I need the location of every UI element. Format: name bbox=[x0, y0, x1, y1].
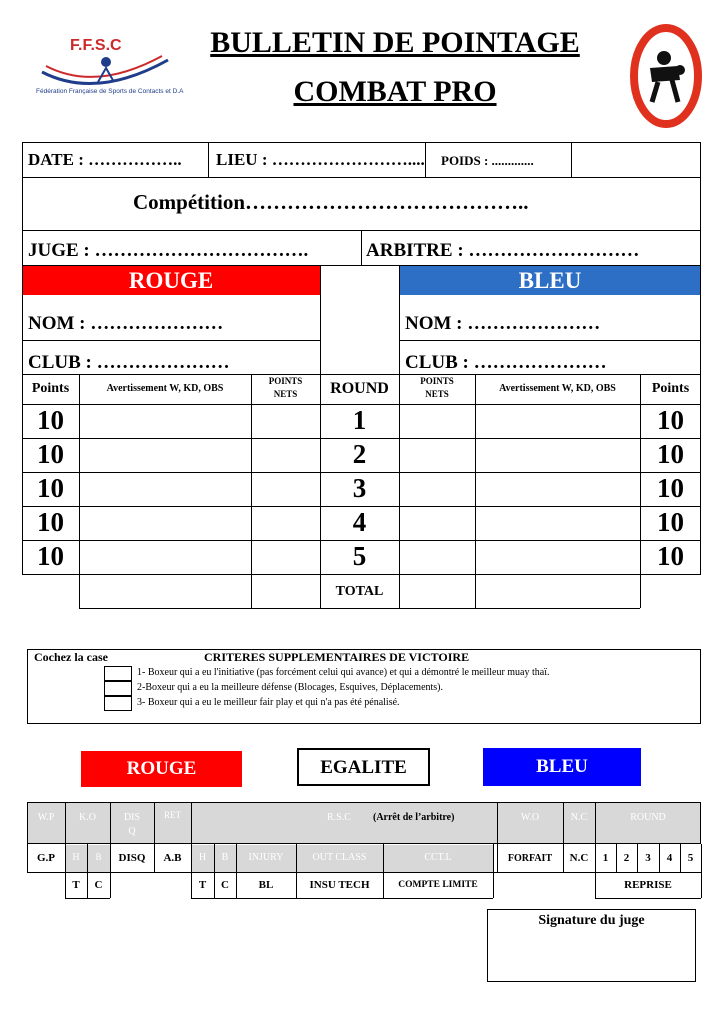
criteria-title: CRITERES SUPPLEMENTAIRES DE VICTOIRE bbox=[204, 650, 470, 664]
red-score-r4[interactable]: 10 bbox=[37, 507, 64, 537]
col-points-rouge: Points bbox=[31, 381, 70, 396]
signature-label: Signature du juge bbox=[538, 913, 645, 928]
dec-outclass[interactable]: OUT CLASS bbox=[312, 852, 367, 863]
col-nets-bleu-1: POINTS bbox=[420, 376, 454, 386]
arbitre-field[interactable]: ARBITRE : ……………………… bbox=[366, 240, 640, 261]
blue-score-r3[interactable]: 10 bbox=[657, 473, 684, 503]
dec-h2[interactable]: H bbox=[198, 852, 207, 863]
dec-ab[interactable]: A.B bbox=[163, 852, 182, 864]
criteria-checkbox-2[interactable] bbox=[104, 681, 132, 696]
dec-round-4[interactable]: 4 bbox=[666, 852, 673, 864]
dec-h1[interactable]: H bbox=[72, 852, 80, 863]
dec-compte-limite[interactable]: COMPTE LIMITE bbox=[398, 880, 478, 890]
competition-field[interactable]: Compétition………………………………….. bbox=[133, 190, 529, 214]
dec-b1[interactable]: B bbox=[95, 852, 102, 862]
poids-field[interactable]: POIDS : ............. bbox=[441, 153, 534, 168]
dec-disq-a: DIS bbox=[123, 812, 141, 823]
col-points-bleu: Points bbox=[651, 381, 690, 396]
dec-cctl[interactable]: CCT.L bbox=[424, 852, 452, 863]
col-nets-bleu-2: NETS bbox=[425, 389, 449, 399]
rouge-header: ROUGE bbox=[22, 266, 320, 295]
cochez-label: Cochez la case bbox=[34, 650, 108, 664]
red-score-r1[interactable]: 10 bbox=[37, 405, 64, 435]
criteria-checkbox-1[interactable] bbox=[104, 666, 132, 681]
dec-rsc: R.S.C bbox=[327, 812, 351, 823]
dec-bl[interactable]: BL bbox=[258, 879, 274, 891]
col-avert-rouge: Avertissement W, KD, OBS bbox=[106, 383, 224, 394]
dec-c2[interactable]: C bbox=[221, 879, 229, 891]
col-nets-rouge-2: NETS bbox=[273, 389, 298, 399]
dec-round-2[interactable]: 2 bbox=[623, 852, 630, 864]
round-num-2: 2 bbox=[352, 439, 367, 469]
dec-reprise: REPRISE bbox=[624, 879, 672, 891]
round-num-1: 1 bbox=[352, 405, 367, 435]
dec-c1[interactable]: C bbox=[94, 879, 103, 891]
total-label: TOTAL bbox=[335, 584, 384, 599]
blue-score-r2[interactable]: 10 bbox=[657, 439, 684, 469]
dec-nc2[interactable]: N.C bbox=[569, 852, 589, 864]
dec-wp: W.P bbox=[37, 812, 55, 823]
dec-wo: W.O bbox=[520, 812, 540, 823]
dec-t2[interactable]: T bbox=[198, 879, 207, 891]
round-num-5: 5 bbox=[352, 541, 367, 571]
dec-b2[interactable]: B bbox=[221, 852, 229, 863]
logo-caption: Fédération Française de Sports de Contacts et D.A bbox=[36, 88, 184, 95]
criteria-item-3: 3- Boxeur qui a eu le meilleur fair play et qui n'a pas été pénalisé. bbox=[137, 697, 400, 708]
boxer-emblem-icon bbox=[628, 22, 704, 130]
dec-insu-tech[interactable]: INSU TECH bbox=[309, 879, 370, 891]
criteria-item-1: 1- Boxeur qui a eu l'initiative (pas forcément celui qui avance) et qui a démontré le meilleur muay thaï. bbox=[137, 667, 550, 678]
blue-score-r5[interactable]: 10 bbox=[657, 541, 684, 571]
dec-round-1[interactable]: 1 bbox=[602, 852, 609, 864]
col-nets-rouge-1: POINTS bbox=[268, 376, 303, 386]
red-score-r3[interactable]: 10 bbox=[37, 473, 64, 503]
dec-injury[interactable]: INJURY bbox=[248, 852, 284, 863]
club-bleu-field[interactable]: CLUB : ………………… bbox=[405, 352, 607, 373]
date-field[interactable]: DATE : …………….. bbox=[28, 150, 182, 169]
dec-round-5[interactable]: 5 bbox=[687, 852, 694, 864]
dec-t1[interactable]: T bbox=[72, 879, 80, 891]
dec-forfait[interactable]: FORFAIT bbox=[507, 853, 553, 864]
criteria-item-2: 2-Boxeur qui a eu la meilleure défense (Blocages, Esquives, Déplacements). bbox=[137, 682, 444, 693]
juge-field[interactable]: JUGE : ……………………………. bbox=[28, 240, 309, 261]
dec-round: ROUND bbox=[630, 812, 666, 823]
ffsc-logo bbox=[36, 30, 184, 102]
dec-disq[interactable]: DISQ bbox=[118, 852, 146, 864]
fighter-emblem bbox=[628, 22, 704, 130]
result-egalite-button[interactable]: EGALITE bbox=[297, 748, 430, 786]
dec-gp[interactable]: G.P bbox=[36, 852, 56, 864]
col-avert-bleu: Avertissement W, KD, OBS bbox=[499, 383, 616, 394]
nom-rouge-field[interactable]: NOM : ………………… bbox=[28, 313, 224, 334]
col-round: ROUND bbox=[330, 380, 389, 397]
dec-nc: N.C bbox=[570, 812, 588, 823]
club-rouge-field[interactable]: CLUB : ………………… bbox=[28, 352, 230, 373]
criteria-checkbox-3[interactable] bbox=[104, 696, 132, 711]
bleu-header: BLEU bbox=[399, 266, 701, 295]
lieu-field[interactable]: LIEU : …………………….... bbox=[216, 150, 425, 169]
page-title: BULLETIN DE POINTAGE bbox=[210, 26, 580, 59]
dec-ret: RET bbox=[164, 810, 181, 820]
dec-round-3[interactable]: 3 bbox=[645, 852, 651, 864]
page-subtitle: COMBAT PRO bbox=[293, 75, 497, 108]
red-score-r5[interactable]: 10 bbox=[37, 541, 64, 571]
blue-score-r1[interactable]: 10 bbox=[657, 405, 684, 435]
logo-text: F.F.S.C bbox=[70, 37, 122, 54]
result-rouge-button[interactable]: ROUGE bbox=[81, 751, 242, 787]
round-num-4: 4 bbox=[352, 507, 367, 537]
dec-disq-b: Q bbox=[128, 826, 136, 837]
blue-score-r4[interactable]: 10 bbox=[657, 507, 684, 537]
dec-rsc-note: (Arrêt de l’arbitre) bbox=[373, 812, 455, 823]
dec-ko: K.O bbox=[79, 812, 96, 823]
nom-bleu-field[interactable]: NOM : ………………… bbox=[405, 313, 601, 334]
result-bleu-button[interactable]: BLEU bbox=[483, 748, 641, 786]
round-num-3: 3 bbox=[352, 473, 367, 503]
red-score-r2[interactable]: 10 bbox=[37, 439, 64, 469]
